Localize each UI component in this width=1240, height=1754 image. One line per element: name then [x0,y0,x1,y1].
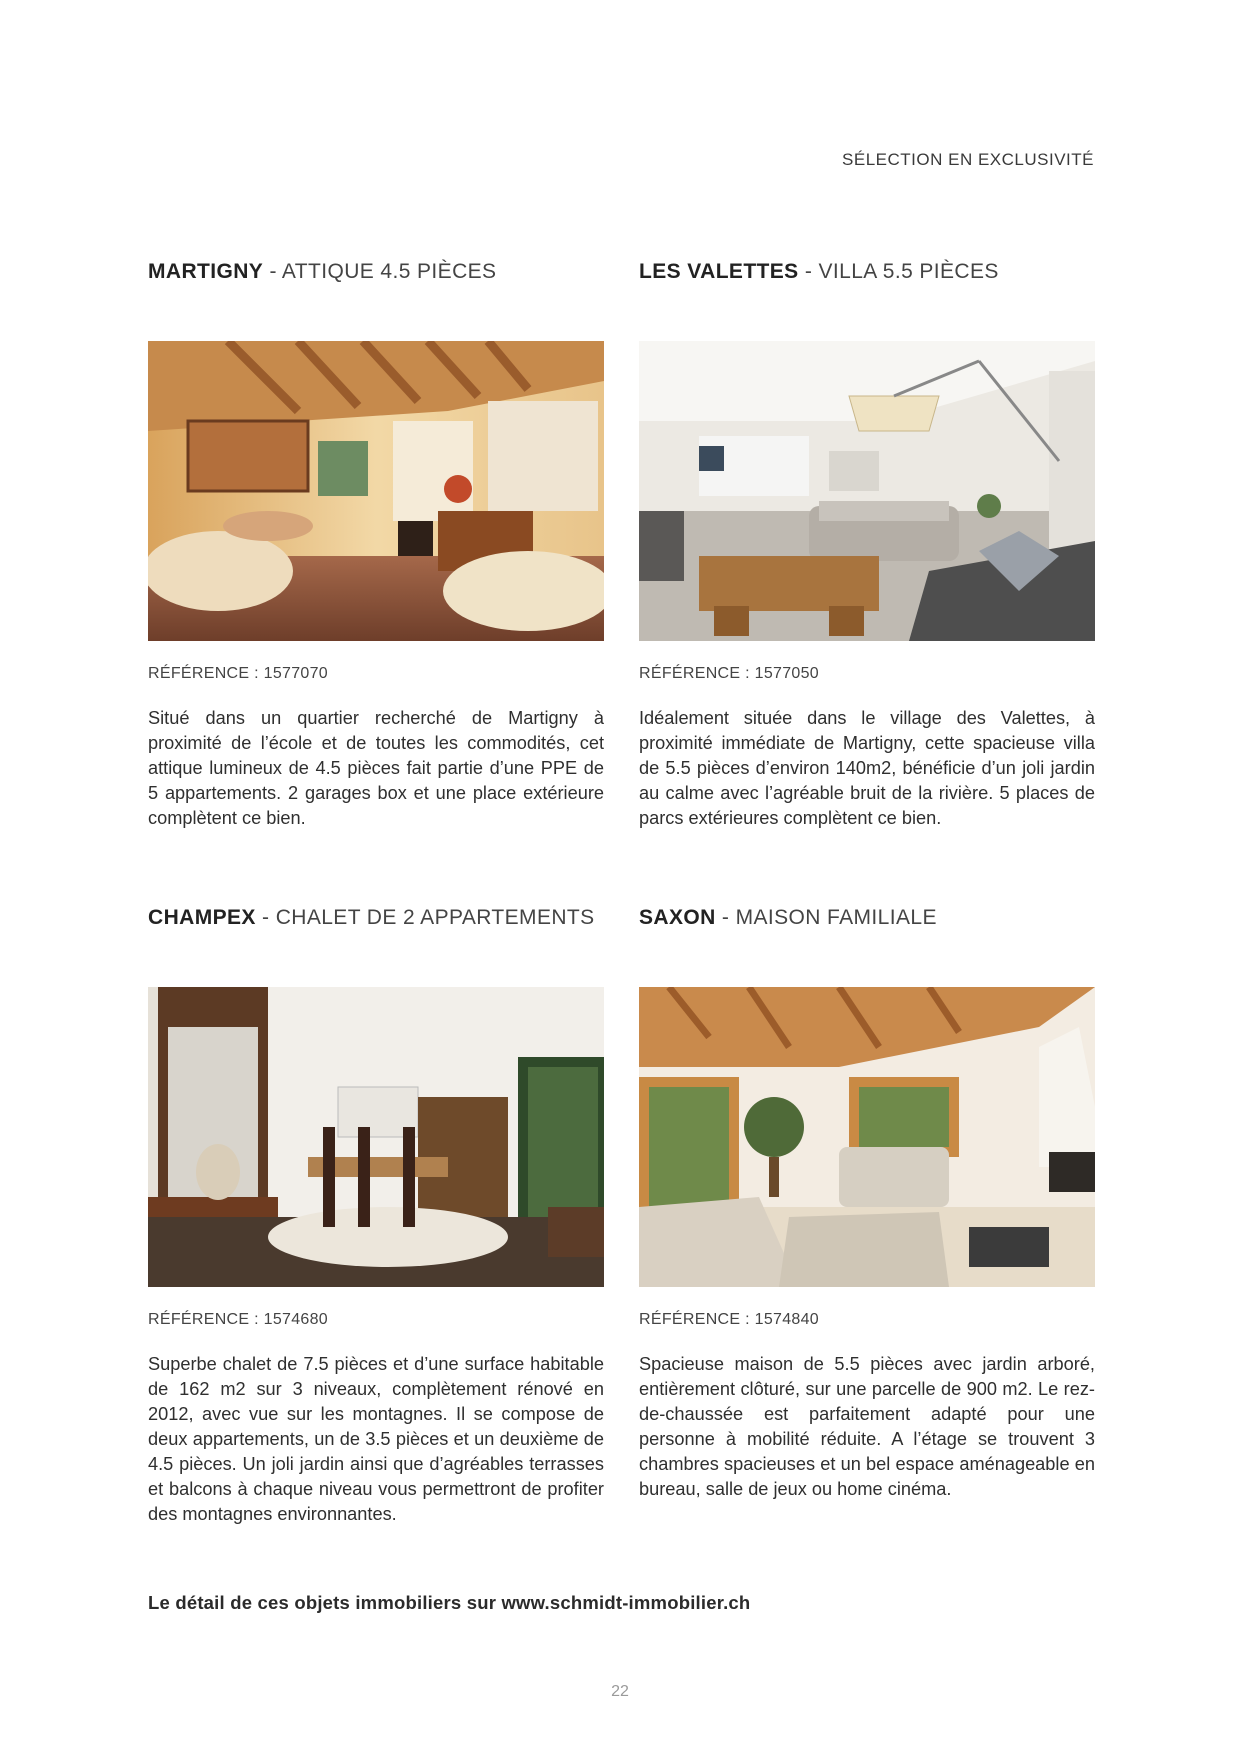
section-label: SÉLECTION EN EXCLUSIVITÉ [842,150,1094,169]
title-separator: - [255,906,276,929]
page-number: 22 [611,1683,629,1700]
listing-description: Superbe chalet de 7.5 pièces et d’une surface habitable de 162 m2 sur 3 niveaux, complètement rénové en 2012, avec vue sur les montagnes. Il se compose de deux appartements, un de 3.5 pièces et un deuxième de 4.5 pièces. Un joli jardin ainsi que d’agréables terrasses et balcons à chaque niveau vous permettront de profiter des montagnes environnantes. [148,1354,604,1524]
listing-type: MAISON FAMILIALE [735,906,937,929]
website-link-text[interactable]: Le détail de ces objets immobiliers sur www.schmidt-immobilier.ch [148,1592,751,1613]
listing-type: CHALET DE 2 APPARTEMENTS [275,906,595,929]
listing-photo [148,987,604,1287]
listing-title [639,260,1095,290]
listing-photo [639,341,1095,641]
listing-photo [639,987,1095,1287]
listing-description: Situé dans un quartier recherché de Martigny à proximité de l’école et de toutes les commodités, cet attique lumineux de 4.5 pièces fait partie d’une PPE de 5 appartements. 2 garages box et une place extérieure complètent ce bien. [148,708,604,828]
listing-town: LES VALETTES [639,260,799,283]
listing-card [639,260,1095,828]
listing-reference: RÉFÉRENCE : 1577050 [639,665,820,682]
listing-town: SAXON [639,906,716,929]
listing-photo [148,341,604,641]
listing-reference: RÉFÉRENCE : 1574680 [148,1311,329,1328]
listing-title [148,906,604,936]
title-separator: - [798,260,819,283]
listing-title [639,906,1095,936]
listing-type: ATTIQUE 4.5 PIÈCES [281,260,497,283]
listing-type: VILLA 5.5 PIÈCES [818,260,999,283]
listing-card [148,906,604,1524]
listing-title [148,260,604,290]
listing-card [148,260,604,828]
listing-reference: RÉFÉRENCE : 1574840 [639,1311,820,1328]
listing-description: Idéalement située dans le village des Valettes, à proximité immédiate de Martigny, cette spacieuse villa de 5.5 pièces d’environ 140m2, bénéficie d’un joli jardin au calme avec l’agréable bruit de la rivière. 5 places de parcs extérieures complètent ce bien. [639,708,1095,828]
listing-town: CHAMPEX [148,906,256,929]
title-separator: - [715,906,736,929]
listing-town: MARTIGNY [148,260,264,283]
listing-reference: RÉFÉRENCE : 1577070 [148,665,329,682]
title-separator: - [263,260,282,283]
listing-description: Spacieuse maison de 5.5 pièces avec jardin arboré, entièrement clôturé, sur une parcelle de 900 m2. Le rez-de-chaussée est parfaitement adapté pour une personne à mobilité réduite. A l’étage se trouvent 3 chambres spacieuses et un bel espace aménageable en bureau, salle de jeux ou home cinéma. [639,1354,1095,1499]
listing-card [639,906,1095,1499]
